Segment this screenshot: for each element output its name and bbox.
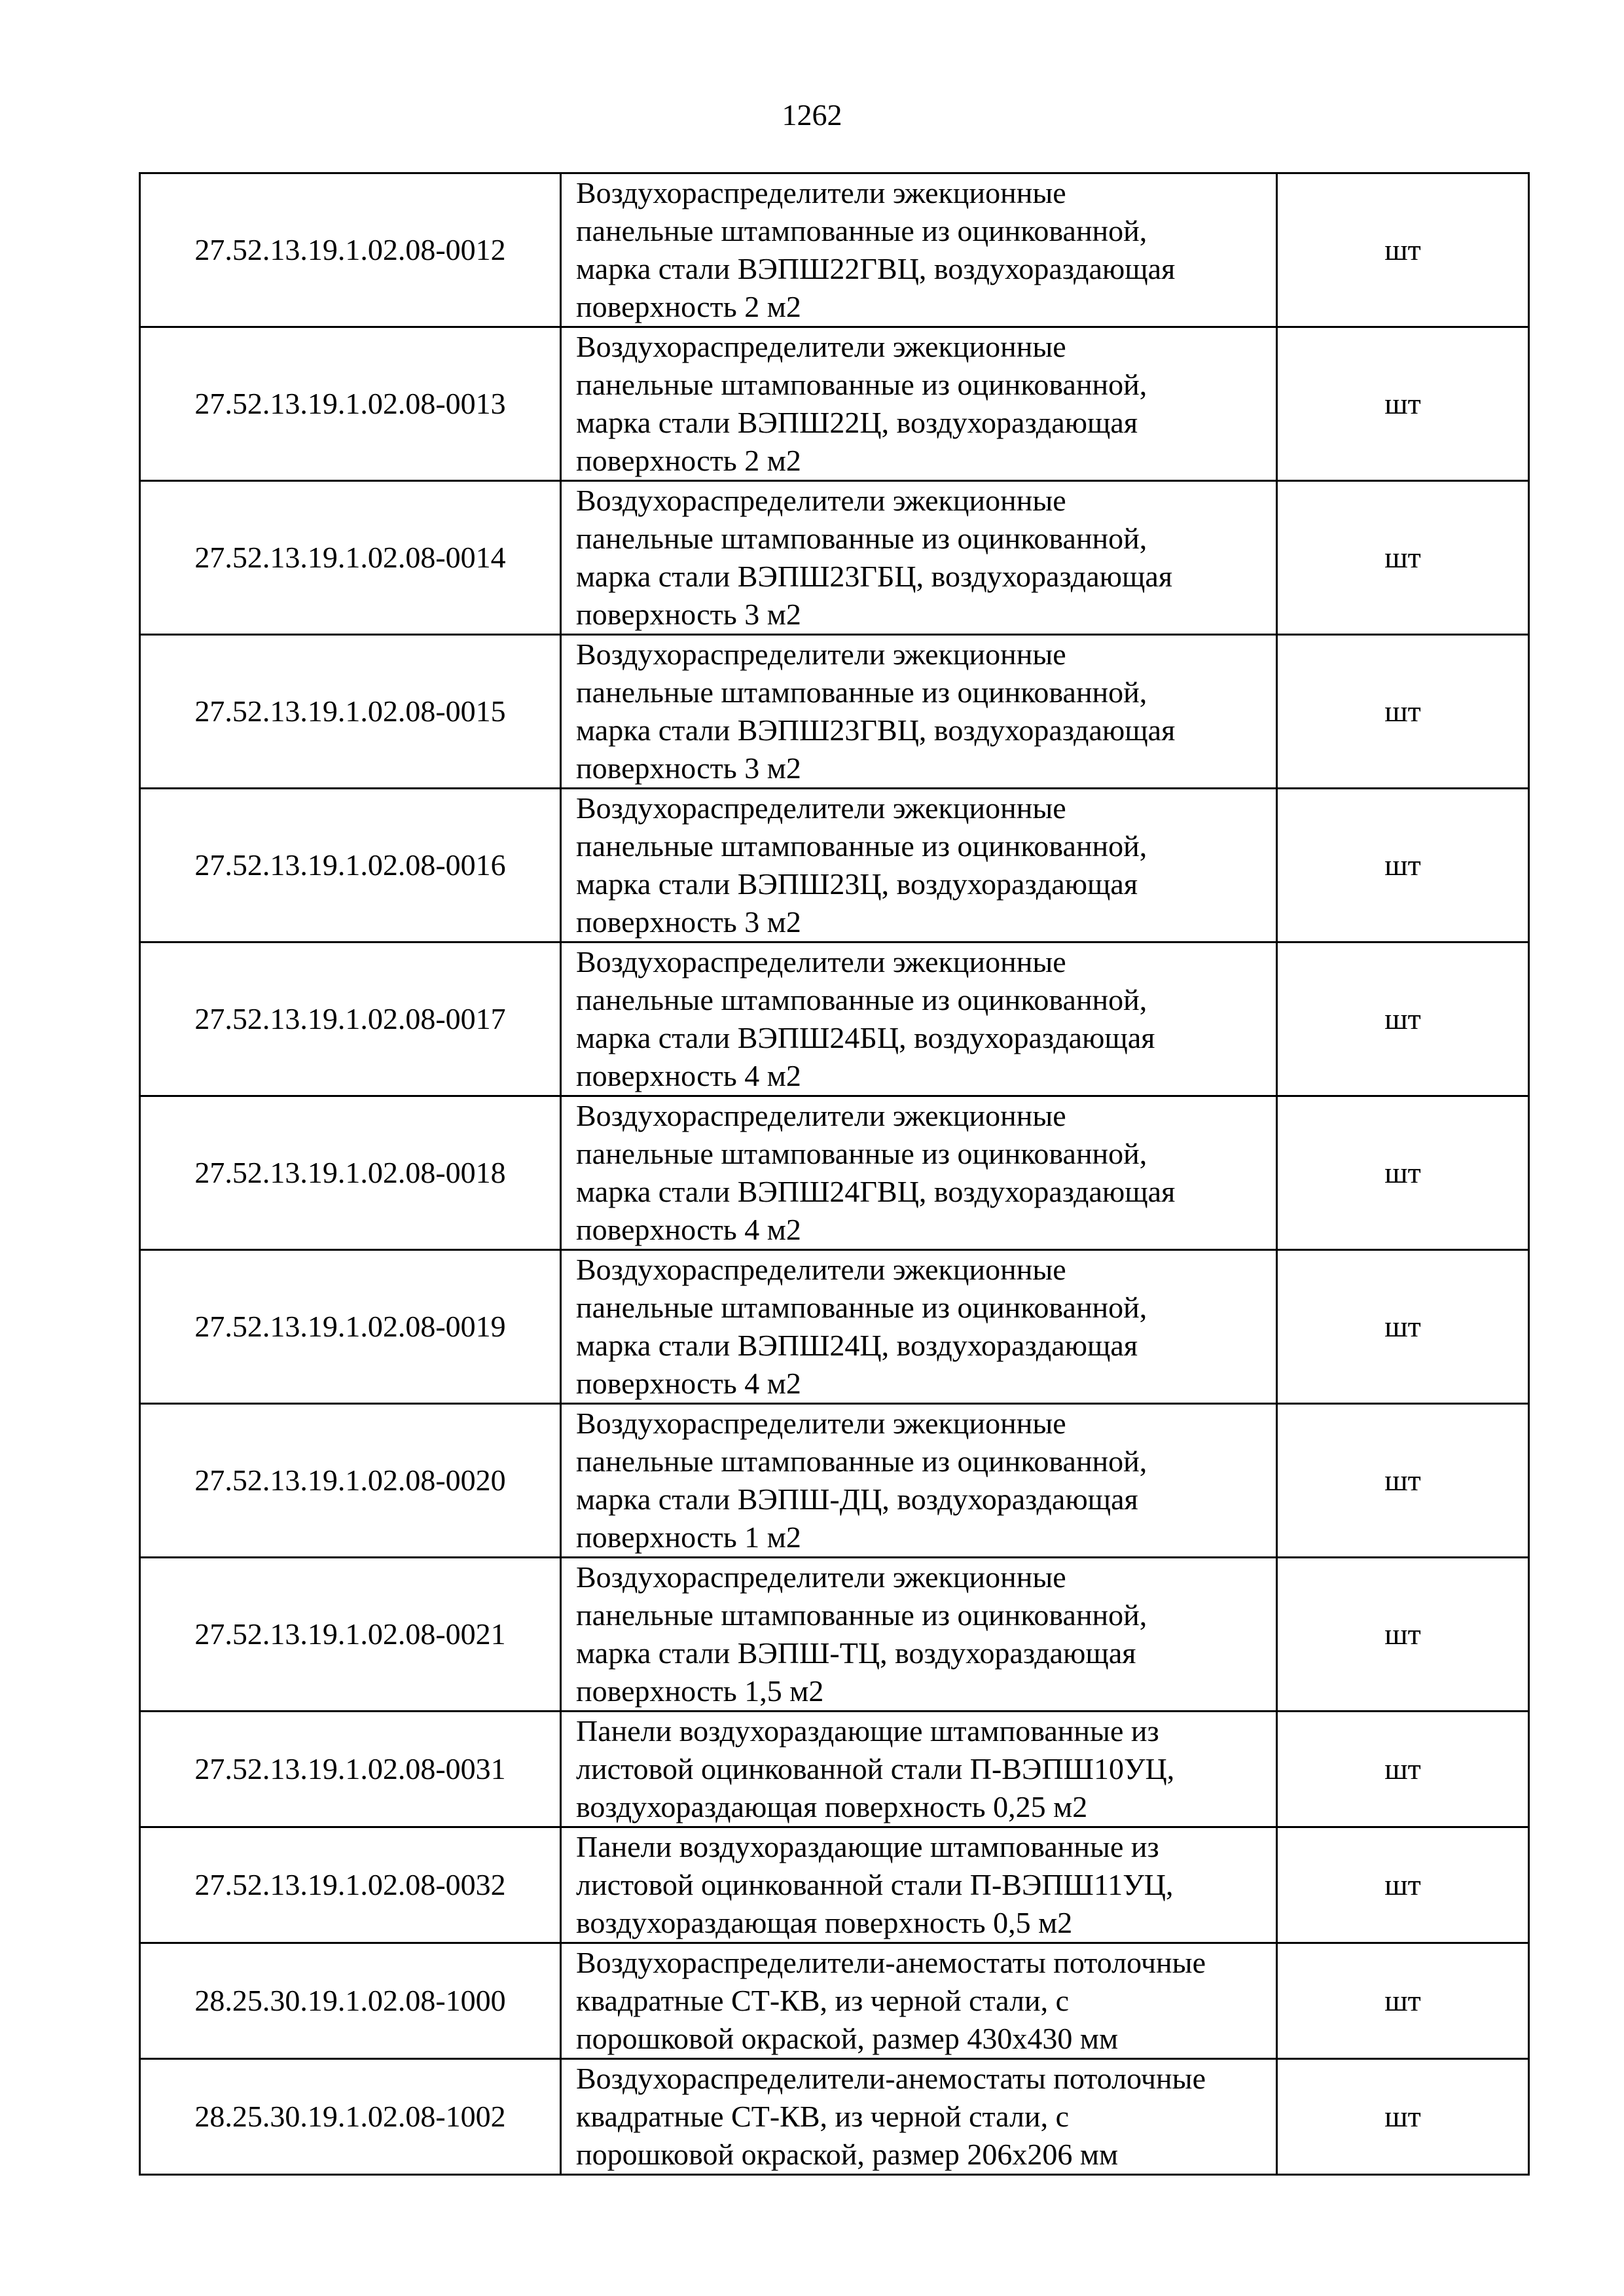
resource-code: 27.52.13.19.1.02.08-0016 xyxy=(140,789,561,942)
description-line: поверхность 3 м2 xyxy=(576,598,801,631)
unit-of-measure: шт xyxy=(1277,173,1529,327)
resource-description xyxy=(561,942,1277,1096)
resource-description xyxy=(561,2059,1277,2175)
description-line: поверхность 2 м2 xyxy=(576,290,801,323)
table-row xyxy=(140,173,1529,327)
resource-code: 28.25.30.19.1.02.08-1002 xyxy=(140,2059,561,2175)
description-line: Воздухораспределители эжекционные xyxy=(576,637,1066,671)
table-row xyxy=(140,942,1529,1096)
resource-description xyxy=(561,635,1277,789)
resource-description xyxy=(561,481,1277,635)
resource-code: 27.52.13.19.1.02.08-0020 xyxy=(140,1404,561,1558)
description-line: панельные штампованные из оцинкованной, xyxy=(576,522,1147,555)
description-line: поверхность 3 м2 xyxy=(576,905,801,939)
unit-of-measure: шт xyxy=(1277,1943,1529,2059)
unit-of-measure: шт xyxy=(1277,1250,1529,1404)
description-line: марка стали ВЭПШ23Ц, воздухораздающая xyxy=(576,867,1138,901)
description-line: панельные штампованные из оцинкованной, xyxy=(576,829,1147,863)
unit-of-measure: шт xyxy=(1277,481,1529,635)
table-row xyxy=(140,1712,1529,1827)
description-line: Воздухораспределители эжекционные xyxy=(576,1560,1066,1594)
resource-code: 28.25.30.19.1.02.08-1000 xyxy=(140,1943,561,2059)
resource-description xyxy=(561,327,1277,481)
description-line: марка стали ВЭПШ-ДЦ, воздухораздающая xyxy=(576,1482,1138,1516)
description-line: поверхность 2 м2 xyxy=(576,444,801,477)
table-row xyxy=(140,2059,1529,2175)
description-line: поверхность 1,5 м2 xyxy=(576,1674,824,1708)
resource-description xyxy=(561,173,1277,327)
description-line: воздухораздающая поверхность 0,5 м2 xyxy=(576,1906,1073,1939)
description-line: панельные штампованные из оцинкованной, xyxy=(576,1444,1147,1478)
description-line: Воздухораспределители эжекционные xyxy=(576,1407,1066,1440)
description-line: Воздухораспределители эжекционные xyxy=(576,330,1066,363)
description-line: воздухораздающая поверхность 0,25 м2 xyxy=(576,1790,1088,1823)
unit-of-measure: шт xyxy=(1277,1096,1529,1250)
description-line: поверхность 4 м2 xyxy=(576,1213,801,1246)
unit-of-measure: шт xyxy=(1277,1558,1529,1712)
description-line: поверхность 4 м2 xyxy=(576,1367,801,1400)
resource-description xyxy=(561,1827,1277,1943)
description-line: порошковой окраской, размер 430х430 мм xyxy=(576,2022,1119,2055)
unit-of-measure: шт xyxy=(1277,1827,1529,1943)
description-line: квадратные СТ-КВ, из черной стали, с xyxy=(576,2100,1069,2133)
description-line: поверхность 4 м2 xyxy=(576,1059,801,1092)
page-number: 1262 xyxy=(782,98,842,132)
unit-of-measure: шт xyxy=(1277,635,1529,789)
resource-description xyxy=(561,1404,1277,1558)
unit-of-measure: шт xyxy=(1277,1404,1529,1558)
resource-code: 27.52.13.19.1.02.08-0018 xyxy=(140,1096,561,1250)
description-line: марка стали ВЭПШ23ГВЦ, воздухораздающая xyxy=(576,713,1176,747)
description-line: листовой оцинкованной стали П-ВЭПШ11УЦ, xyxy=(576,1868,1174,1901)
description-line: Воздухораспределители эжекционные xyxy=(576,484,1066,517)
description-line: панельные штампованные из оцинкованной, xyxy=(576,675,1147,709)
resource-code: 27.52.13.19.1.02.08-0021 xyxy=(140,1558,561,1712)
description-line: марка стали ВЭПШ22ГВЦ, воздухораздающая xyxy=(576,252,1176,285)
description-line: Воздухораспределители эжекционные xyxy=(576,176,1066,209)
resource-code: 27.52.13.19.1.02.08-0019 xyxy=(140,1250,561,1404)
description-line: марка стали ВЭПШ22Ц, воздухораздающая xyxy=(576,406,1138,439)
description-line: марка стали ВЭПШ24ГВЦ, воздухораздающая xyxy=(576,1175,1176,1208)
resource-description xyxy=(561,1096,1277,1250)
resource-code: 27.52.13.19.1.02.08-0031 xyxy=(140,1712,561,1827)
description-line: Воздухораспределители эжекционные xyxy=(576,945,1066,978)
resource-table xyxy=(139,172,1530,2176)
description-line: Панели воздухораздающие штампованные из xyxy=(576,1714,1159,1748)
description-line: марка стали ВЭПШ24БЦ, воздухораздающая xyxy=(576,1021,1155,1054)
resource-code: 27.52.13.19.1.02.08-0017 xyxy=(140,942,561,1096)
description-line: Воздухораспределители-анемостаты потолочные xyxy=(576,2062,1206,2095)
description-line: Воздухораспределители эжекционные xyxy=(576,791,1066,825)
description-line: поверхность 1 м2 xyxy=(576,1520,801,1554)
description-line: марка стали ВЭПШ23ГБЦ, воздухораздающая xyxy=(576,560,1172,593)
description-line: панельные штампованные из оцинкованной, xyxy=(576,214,1147,247)
table-row xyxy=(140,1943,1529,2059)
resource-description xyxy=(561,1943,1277,2059)
table-row xyxy=(140,481,1529,635)
table-row xyxy=(140,1558,1529,1712)
unit-of-measure: шт xyxy=(1277,2059,1529,2175)
description-line: Воздухораспределители эжекционные xyxy=(576,1253,1066,1286)
description-line: Воздухораспределители-анемостаты потолочные xyxy=(576,1946,1206,1979)
resource-code: 27.52.13.19.1.02.08-0032 xyxy=(140,1827,561,1943)
description-line: листовой оцинкованной стали П-ВЭПШ10УЦ, xyxy=(576,1752,1175,1785)
description-line: панельные штампованные из оцинкованной, xyxy=(576,1598,1147,1632)
description-line: панельные штампованные из оцинкованной, xyxy=(576,983,1147,1016)
table-row xyxy=(140,789,1529,942)
description-line: панельные штампованные из оцинкованной, xyxy=(576,1291,1147,1324)
resource-code: 27.52.13.19.1.02.08-0012 xyxy=(140,173,561,327)
resource-description xyxy=(561,1712,1277,1827)
resource-description xyxy=(561,1250,1277,1404)
table-body xyxy=(140,173,1529,2175)
description-line: панельные штампованные из оцинкованной, xyxy=(576,368,1147,401)
table-row xyxy=(140,635,1529,789)
description-line: марка стали ВЭПШ24Ц, воздухораздающая xyxy=(576,1329,1138,1362)
description-line: поверхность 3 м2 xyxy=(576,751,801,785)
table-row xyxy=(140,1250,1529,1404)
description-line: порошковой окраской, размер 206х206 мм xyxy=(576,2138,1119,2171)
description-line: панельные штампованные из оцинкованной, xyxy=(576,1137,1147,1170)
resource-description xyxy=(561,1558,1277,1712)
description-line: Воздухораспределители эжекционные xyxy=(576,1099,1066,1132)
unit-of-measure: шт xyxy=(1277,1712,1529,1827)
unit-of-measure: шт xyxy=(1277,327,1529,481)
unit-of-measure: шт xyxy=(1277,789,1529,942)
description-line: марка стали ВЭПШ-ТЦ, воздухораздающая xyxy=(576,1636,1136,1670)
table-row xyxy=(140,1827,1529,1943)
resource-code: 27.52.13.19.1.02.08-0015 xyxy=(140,635,561,789)
unit-of-measure: шт xyxy=(1277,942,1529,1096)
description-line: квадратные СТ-КВ, из черной стали, с xyxy=(576,1984,1069,2017)
description-line: Панели воздухораздающие штампованные из xyxy=(576,1830,1159,1863)
table-row xyxy=(140,327,1529,481)
resource-code: 27.52.13.19.1.02.08-0013 xyxy=(140,327,561,481)
resource-code: 27.52.13.19.1.02.08-0014 xyxy=(140,481,561,635)
table-row xyxy=(140,1096,1529,1250)
table-row xyxy=(140,1404,1529,1558)
resource-description xyxy=(561,789,1277,942)
